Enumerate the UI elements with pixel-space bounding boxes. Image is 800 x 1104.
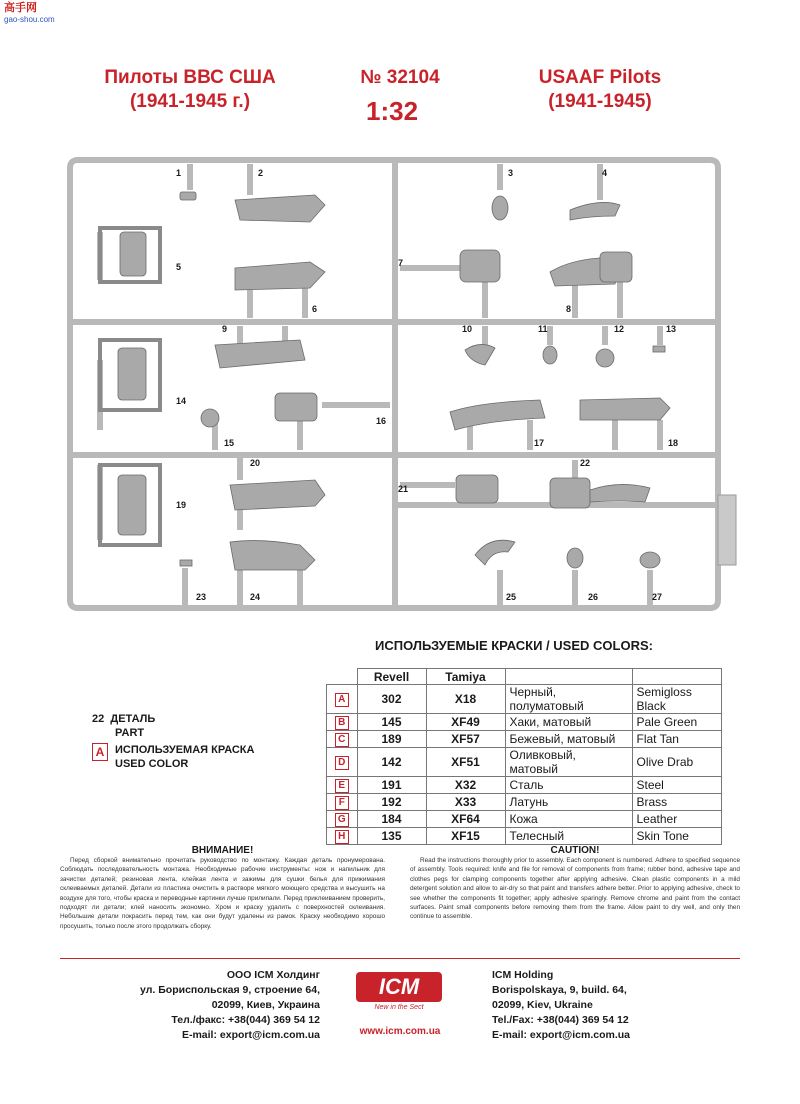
notes-english: CAUTION! Read the instructions thoroughly prior to assembly. Each component is numbered. Adhere to specified sequence of assembly. Tools required: knife and file for removal of components from frame; rubber bond, adhesive tape and clothes pegs for clamping components together after applying adhesive. Clean plastic components in a mild detergent solution and allow to air-dry so that paint and transfers adhere better. Prior to applying adhesive, check to see whether the components fit together; apply adhesive sparingly. Remove chrome and paint from the contact surfaces. Paint small components before removing them from the frame. Allow paint to dry well, and only then continue to assemble. <box>410 845 740 921</box>
color-name-ru: Телесный <box>505 828 632 845</box>
revell-code: 145 <box>357 714 426 731</box>
color-row <box>327 685 722 714</box>
tamiya-code: X33 <box>426 794 505 811</box>
part-number: 12 <box>614 324 625 334</box>
color-name-en: Steel <box>632 777 721 794</box>
color-name-ru: Сталь <box>505 777 632 794</box>
revell-code: 192 <box>357 794 426 811</box>
part-number: 22 <box>580 458 591 468</box>
footer-divider <box>60 958 740 959</box>
part-number: 19 <box>176 500 187 510</box>
color-code: H <box>335 830 349 844</box>
watermark-logo: 高手网 gao-shou.com <box>4 2 55 24</box>
revell-code: 135 <box>357 828 426 845</box>
color-code: G <box>335 813 349 827</box>
part-number: 9 <box>222 324 228 334</box>
revell-code: 184 <box>357 811 426 828</box>
tamiya-code: XF15 <box>426 828 505 845</box>
part-number: 10 <box>462 324 473 334</box>
part-number: 25 <box>506 592 517 602</box>
part-number: 11 <box>538 324 548 334</box>
color-row <box>327 748 722 777</box>
tamiya-code: XF57 <box>426 731 505 748</box>
part-number: 26 <box>588 592 599 602</box>
footer-russian: ООО ICM Холдинг ул. Бориспольская 9, строение 64, 02099, Киев, Украина Тел./факс: +38(044) 369 54 12 E-mail: export@icm.com.ua <box>140 969 320 1041</box>
tamiya-code: XF49 <box>426 714 505 731</box>
color-row <box>327 714 722 731</box>
part-number: 8 <box>566 304 572 314</box>
color-name-ru: Хаки, матовый <box>505 714 632 731</box>
part-number: 17 <box>534 438 545 448</box>
tamiya-code: XF64 <box>426 811 505 828</box>
part-number: 5 <box>176 262 182 272</box>
revell-code: 142 <box>357 748 426 777</box>
color-row <box>327 777 722 794</box>
icm-logo: ICM New in the Sect <box>356 972 442 1011</box>
part-number: 3 <box>508 168 514 178</box>
color-row <box>327 828 722 845</box>
color-row <box>327 794 722 811</box>
part-number: 24 <box>250 592 261 602</box>
used-colors-title: ИСПОЛЬЗУЕМЫЕ КРАСКИ / USED COLORS: <box>375 638 653 653</box>
color-name-en: Leather <box>632 811 721 828</box>
part-number: 7 <box>398 258 404 268</box>
part-number: 4 <box>602 168 608 178</box>
part-number: 21 <box>398 484 409 494</box>
footer-english: ICM Holding Borispolskaya, 9, build. 64, 02099, Kiev, Ukraine Tel./Fax: +38(044) 369 54 12 E-mail: export@icm.com.ua <box>492 969 631 1041</box>
revell-code: 302 <box>357 685 426 714</box>
color-code: D <box>335 756 349 770</box>
revell-code: 189 <box>357 731 426 748</box>
color-name-en: Pale Green <box>632 714 721 731</box>
revell-code: 191 <box>357 777 426 794</box>
tamiya-code: X32 <box>426 777 505 794</box>
tamiya-code: X18 <box>426 685 505 714</box>
part-number: 23 <box>196 592 207 602</box>
legend-color: A ИСПОЛЬЗУЕМАЯ КРАСКА USED COLOR <box>92 743 108 761</box>
color-name-en: Flat Tan <box>632 731 721 748</box>
website-link[interactable]: www.icm.com.ua <box>359 1026 441 1037</box>
title-english: USAAF Pilots (1941-1945) <box>538 67 662 112</box>
color-code: C <box>335 733 349 747</box>
color-name-ru: Бежевый, матовый <box>505 731 632 748</box>
color-row <box>327 811 722 828</box>
scale-label: 1:32 <box>366 96 419 126</box>
color-name-en: Semigloss Black <box>632 685 721 714</box>
part-number: 20 <box>250 458 261 468</box>
legend-color-code: A <box>92 743 108 761</box>
legend-part: 22 ДЕТАЛЬ PART <box>92 713 156 739</box>
color-name-ru: Оливковый, матовый <box>505 748 632 777</box>
tamiya-header: Tamiya <box>426 669 505 685</box>
part-number: 1 <box>176 168 182 178</box>
part-number: 2 <box>258 168 264 178</box>
color-name-ru: Латунь <box>505 794 632 811</box>
part-number: 18 <box>668 438 679 448</box>
kit-number: № 32104 <box>360 67 440 88</box>
color-name-en: Skin Tone <box>632 828 721 845</box>
color-name-ru: Кожа <box>505 811 632 828</box>
notes-russian: ВНИМАНИЕ! Перед сборкой внимательно прочитать руководство по монтажу. Каждая деталь пронумерована. Соблюдать последовательность монтажа. Необходимые рабочие инструменты: нож и напильник для зачистки деталей; резиновая лента, клейкая лента и зажимы для сушки белья для прижимания склеиваемых деталей. Детали из пластика очистить в растворе мягкого моющего средства и высушить на воздухе для того, чтобы краска и переводные картинки лучше прилипали. Перед приклеиванием проверить, подходят ли детали; клей наносить экономно. Хром и краску удалить с поверхностей склеивания. Небольшие детали покрасить перед тем, как они будут удалены из рамок. Краску необходимо хорошо просушить, только после этого продолжать сборку. <box>60 845 385 930</box>
color-name-ru: Черный, полуматовый <box>505 685 632 714</box>
color-code: A <box>335 693 349 707</box>
color-name-en: Brass <box>632 794 721 811</box>
color-name-en: Olive Drab <box>632 748 721 777</box>
part-number: 16 <box>376 416 387 426</box>
color-table <box>326 668 722 845</box>
sprue-diagram <box>60 150 750 620</box>
color-code: E <box>335 779 349 793</box>
sprue-tab <box>718 495 736 565</box>
title-russian: Пилоты ВВС США (1941-1945 г.) <box>104 67 276 112</box>
part-number: 15 <box>224 438 235 448</box>
tamiya-code: XF51 <box>426 748 505 777</box>
part-number: 27 <box>652 592 663 602</box>
revell-header: Revell <box>357 669 426 685</box>
color-code: F <box>335 796 349 810</box>
color-row <box>327 731 722 748</box>
part-number: 6 <box>312 304 318 314</box>
part-number: 14 <box>176 396 187 406</box>
part-number: 13 <box>666 324 677 334</box>
color-code: B <box>335 716 349 730</box>
